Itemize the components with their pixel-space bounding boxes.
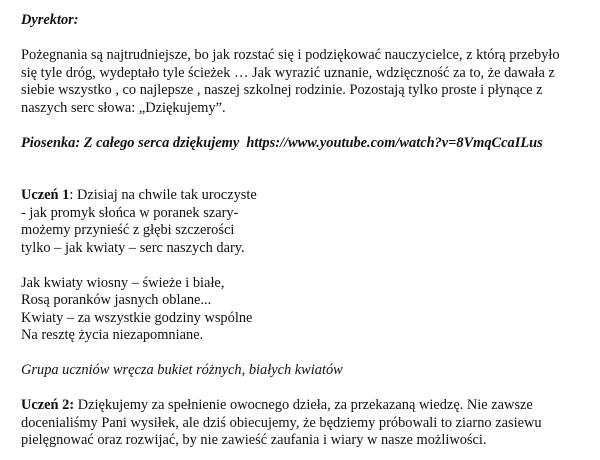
song-line: [21, 135, 591, 153]
verse-line: Rosą poranków jasnych oblane...: [21, 292, 212, 308]
verse-text: : Dzisiaj na chwile tak uroczyste: [69, 187, 257, 203]
student1-first-line: [21, 187, 591, 205]
verse-line: - jak promyk słońca w poranek szary-: [21, 204, 239, 221]
stage-direction: Grupa uczniów wręcza bukiet różnych, białych kwiatów: [21, 362, 343, 378]
verse-line: Kwiaty – za wszystkie godziny wspólne: [21, 309, 253, 326]
student2-first-line: [21, 397, 591, 415]
director-paragraph: [21, 47, 591, 117]
director-line: się tyle dróg, wydeptało tyle ścieżek … Jak wyrazić uznanie, wdzięczność za to, że dawała z: [21, 64, 555, 81]
document-page: [21, 12, 591, 450]
paragraph-line: pielęgnować oraz rozwijać, by nie zawieść zaufania i wiary w nasze możliwości.: [21, 432, 487, 448]
song-link[interactable]: https://www.youtube.com/watch?v=8VmqCcaILus: [246, 134, 543, 151]
director-line: Pożegnania są najtrudniejsze, bo jak rozstać się i podziękować nauczycielce, z którą przebyło: [21, 47, 560, 63]
student2-paragraph: [21, 397, 591, 450]
paragraph-line: docenialiśmy Pani wysiłek, ale dziś obiecujemy, że będziemy próbowali to ziarno zasiewu: [21, 414, 542, 431]
verse-line: możemy przynieść z głębi szczerości: [21, 222, 235, 238]
student1-block: [21, 187, 591, 345]
director-heading: Dyrektor:: [21, 12, 79, 28]
spacer: [21, 152, 591, 187]
spacer: [21, 30, 591, 48]
verse-line: Na resztę życia niezapomniane.: [21, 327, 204, 343]
verse-line: tylko – jak kwiaty – serc naszych dary.: [21, 239, 245, 256]
verse-line: Jak kwiaty wiosny – świeże i białe,: [21, 274, 225, 291]
song-label: Piosenka: Z całego serca dziękujemy: [21, 134, 240, 151]
speaker-label: Uczeń 1: [21, 187, 70, 203]
spacer: [21, 117, 591, 135]
director-line: naszych serc słowa: „Dziękujemy”.: [21, 99, 226, 116]
paragraph-text: Dziękujemy za spełnienie owocnego dzieła, za przekazaną wiedzę. Nie zawsze: [74, 397, 533, 413]
spacer: [21, 345, 591, 363]
director-line: siebie wszystko , co najlepsze , naszej szkolnej rodzinie. Pozostają tylko proste i płynące z: [21, 82, 543, 98]
speaker-label: Uczeń 2:: [21, 397, 75, 413]
spacer: [21, 380, 591, 398]
spacer: [21, 257, 591, 275]
